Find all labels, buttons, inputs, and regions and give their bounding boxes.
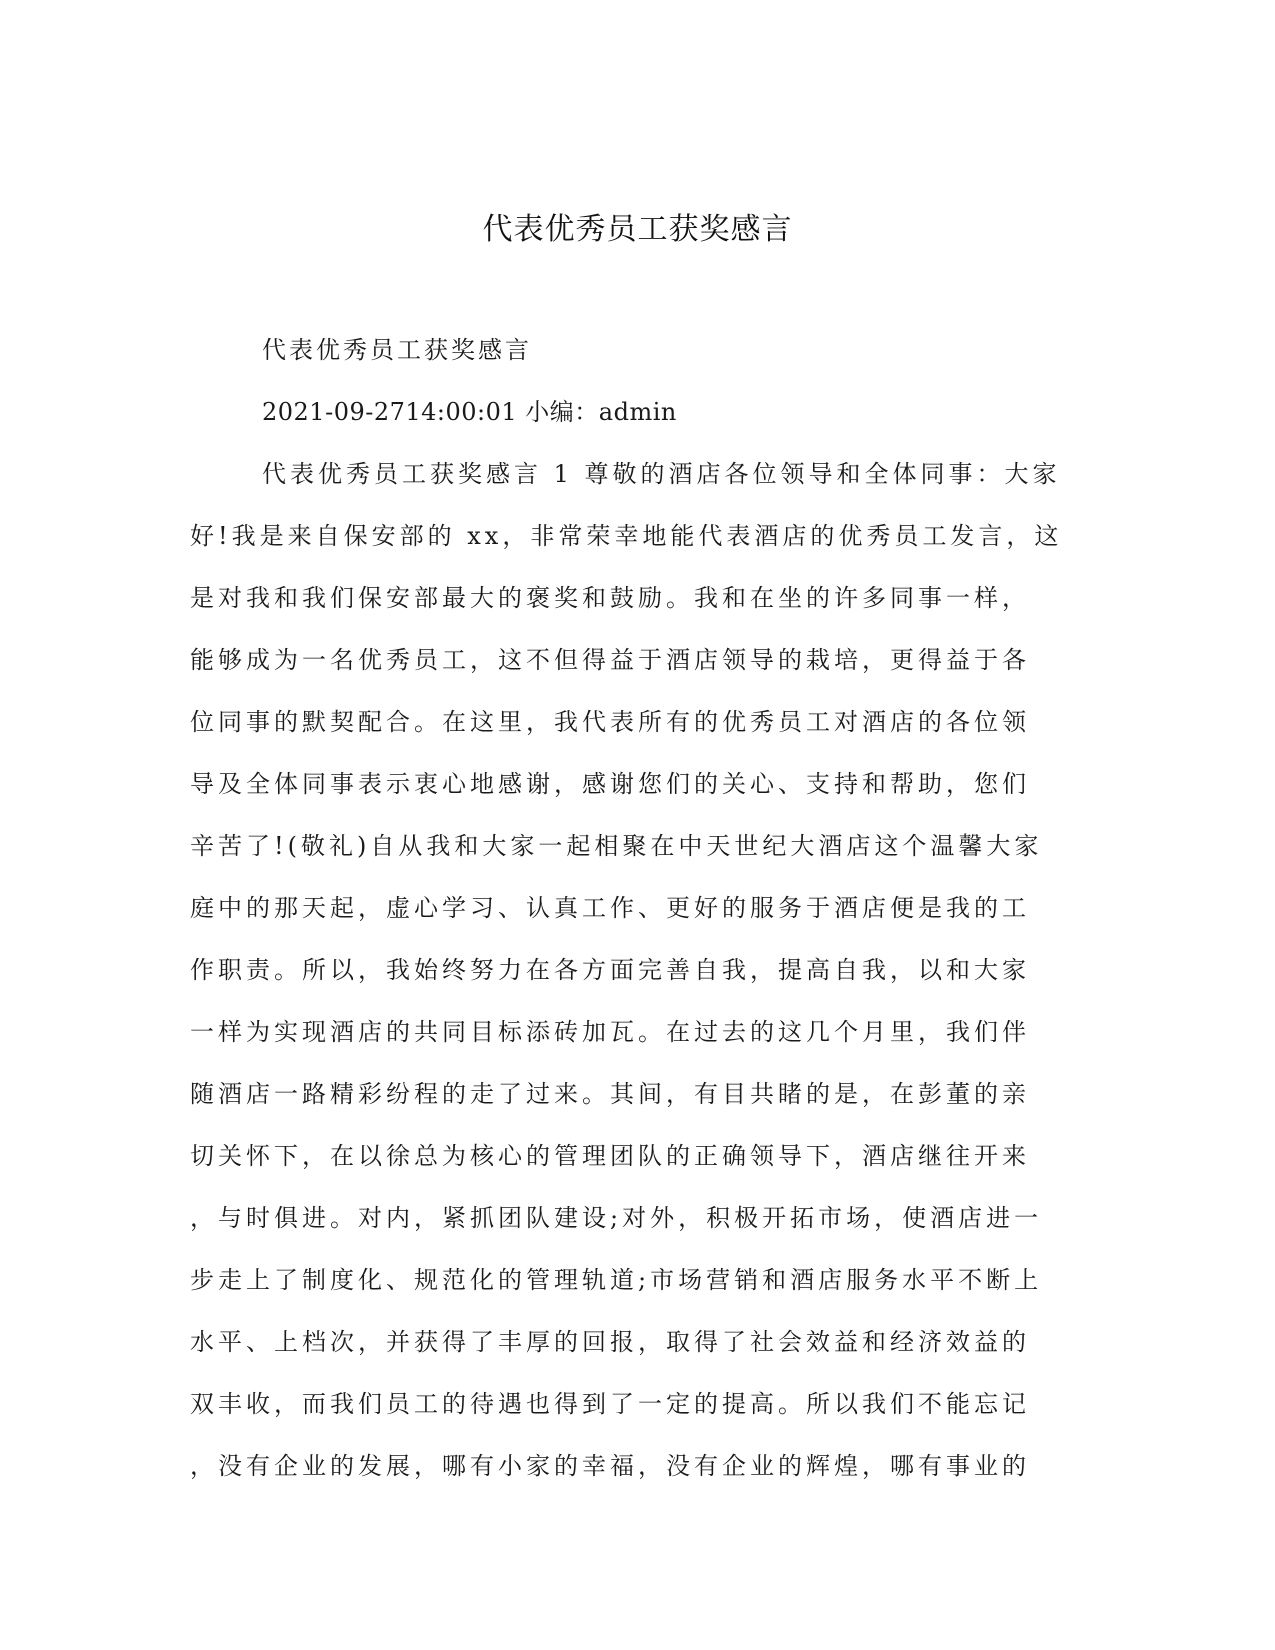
text-line: 辛苦了!(敬礼)自从我和大家一起相聚在中天世纪大酒店这个温馨大家 [190, 832, 1043, 860]
text-line: 导及全体同事表示衷心地感谢，感谢您们的关心、支持和帮助，您们 [190, 770, 1030, 798]
text-line: 水平、上档次，并获得了丰厚的回报，取得了社会效益和经济效益的 [190, 1328, 1030, 1356]
text-line: 好!我是来自保安部的 xx，非常荣幸地能代表酒店的优秀员工发言，这 [190, 522, 1063, 550]
text-line: 是对我和我们保安部最大的褒奖和鼓励。我和在坐的许多同事一样， [190, 584, 1030, 612]
text-line: 能够成为一名优秀员工，这不但得益于酒店领导的栽培，更得益于各 [190, 646, 1030, 674]
text-line: 位同事的默契配合。在这里，我代表所有的优秀员工对酒店的各位领 [190, 708, 1030, 736]
publish-meta: 2021-09-2714:00:01 小编：admin [262, 398, 677, 426]
body-text [190, 456, 1090, 1510]
text-line: ，没有企业的发展，哪有小家的幸福，没有企业的辉煌，哪有事业的 [190, 1452, 1030, 1480]
text-line: 切关怀下，在以徐总为核心的管理团队的正确领导下，酒店继往开来 [190, 1142, 1030, 1170]
text-line: 步走上了制度化、规范化的管理轨道;市场营销和酒店服务水平不断上 [190, 1266, 1043, 1294]
document-title: 代表优秀员工获奖感言 [482, 212, 793, 247]
text-line: 庭中的那天起，虚心学习、认真工作、更好的服务于酒店便是我的工 [190, 894, 1030, 922]
text-line: 随酒店一路精彩纷程的走了过来。其间，有目共睹的是，在彭董的亲 [190, 1080, 1030, 1108]
text-line: 作职责。所以，我始终努力在各方面完善自我，提高自我，以和大家 [190, 956, 1030, 984]
text-line: 双丰收，而我们员工的待遇也得到了一定的提高。所以我们不能忘记 [190, 1390, 1030, 1418]
document-subtitle: 代表优秀员工获奖感言 [262, 336, 532, 364]
text-line: 一样为实现酒店的共同目标添砖加瓦。在过去的这几个月里，我们伴 [190, 1018, 1030, 1046]
text-line: ，与时俱进。对内，紧抓团队建设;对外，积极开拓市场，使酒店进一 [190, 1204, 1043, 1232]
text-line: 代表优秀员工获奖感言 1 尊敬的酒店各位领导和全体同事：大家 [262, 460, 1061, 488]
